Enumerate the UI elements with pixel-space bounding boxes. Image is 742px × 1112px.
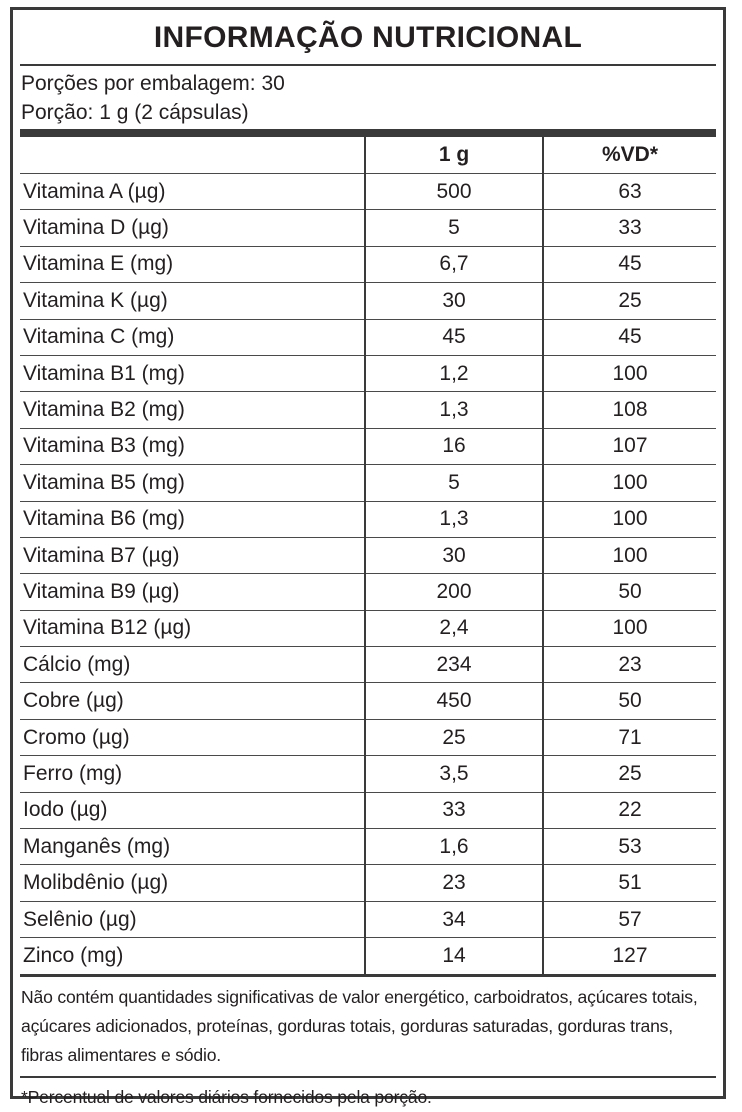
nutrient-daily-value: 100 <box>543 355 716 391</box>
nutrient-amount: 234 <box>365 647 543 683</box>
nutrient-name: Vitamina B12 (µg) <box>20 610 365 646</box>
nutrient-daily-value: 100 <box>543 465 716 501</box>
nutrient-daily-value: 57 <box>543 901 716 937</box>
nutrient-amount: 200 <box>365 574 543 610</box>
nutrient-amount: 6,7 <box>365 246 543 282</box>
nutrient-daily-value: 50 <box>543 683 716 719</box>
table-row <box>20 246 716 282</box>
table-row <box>20 392 716 428</box>
serving-info <box>13 66 723 129</box>
nutrient-amount: 450 <box>365 683 543 719</box>
table-row <box>20 428 716 464</box>
nutrient-amount: 5 <box>365 465 543 501</box>
nutrient-name: Iodo (µg) <box>20 792 365 828</box>
nutrient-name: Vitamina C (mg) <box>20 319 365 355</box>
nutrient-name: Vitamina B7 (µg) <box>20 537 365 573</box>
nutrient-daily-value: 25 <box>543 756 716 792</box>
nutrient-table <box>20 137 716 974</box>
table-row <box>20 901 716 937</box>
table-row <box>20 792 716 828</box>
table-row <box>20 756 716 792</box>
table-row <box>20 537 716 573</box>
nutrient-name: Cromo (µg) <box>20 719 365 755</box>
table-row <box>20 319 716 355</box>
table-row <box>20 574 716 610</box>
nutrient-name: Vitamina E (mg) <box>20 246 365 282</box>
nutrient-daily-value: 45 <box>543 246 716 282</box>
table-row <box>20 829 716 865</box>
panel-title: INFORMAÇÃO NUTRICIONAL <box>153 21 583 54</box>
nutrient-name: Selênio (µg) <box>20 901 365 937</box>
serving-size: Porção: 1 g (2 cápsulas) <box>21 101 249 124</box>
nutrient-amount: 16 <box>365 428 543 464</box>
nutrient-name: Molibdênio (µg) <box>20 865 365 901</box>
nutrient-amount: 25 <box>365 719 543 755</box>
nutrient-amount: 45 <box>365 319 543 355</box>
nutrient-daily-value: 50 <box>543 574 716 610</box>
nutrient-daily-value: 23 <box>543 647 716 683</box>
nutrient-amount: 1,2 <box>365 355 543 391</box>
nutrient-amount: 34 <box>365 901 543 937</box>
nutrient-amount: 14 <box>365 938 543 974</box>
nutrient-name: Vitamina B3 (mg) <box>20 428 365 464</box>
nutrient-daily-value: 127 <box>543 938 716 974</box>
nutrient-name: Vitamina B9 (µg) <box>20 574 365 610</box>
table-header-row <box>20 137 716 174</box>
nutrition-facts-panel <box>10 7 726 1107</box>
nutrient-name: Vitamina K (µg) <box>20 283 365 319</box>
table-row <box>20 719 716 755</box>
nutrient-amount: 500 <box>365 174 543 210</box>
table-row <box>20 355 716 391</box>
header-amount: 1 g <box>365 137 543 174</box>
nutrient-amount: 3,5 <box>365 756 543 792</box>
table-row <box>20 683 716 719</box>
nutrient-amount: 23 <box>365 865 543 901</box>
nutrient-name: Vitamina D (µg) <box>20 210 365 246</box>
header-nutrient <box>20 137 365 174</box>
nutrient-name: Vitamina B5 (mg) <box>20 465 365 501</box>
nutrient-daily-value: 71 <box>543 719 716 755</box>
nutrient-amount: 1,6 <box>365 829 543 865</box>
nutrient-name: Cobre (µg) <box>20 683 365 719</box>
nutrient-amount: 33 <box>365 792 543 828</box>
nutrient-name: Cálcio (mg) <box>20 647 365 683</box>
table-row <box>20 938 716 974</box>
table-row <box>20 210 716 246</box>
table-row <box>20 610 716 646</box>
header-daily-value: %VD* <box>543 137 716 174</box>
serving-divider <box>20 129 716 137</box>
nutrient-amount: 5 <box>365 210 543 246</box>
table-row <box>20 283 716 319</box>
nutrient-name: Vitamina B6 (mg) <box>20 501 365 537</box>
nutrient-daily-value: 100 <box>543 537 716 573</box>
nutrient-daily-value: 45 <box>543 319 716 355</box>
nutrient-amount: 1,3 <box>365 392 543 428</box>
nutrient-amount: 30 <box>365 537 543 573</box>
daily-value-footnote: *Percentual de valores diários fornecidos pela porção. <box>21 1086 432 1107</box>
nutrient-amount: 30 <box>365 283 543 319</box>
not-significant-note: Não contém quantidades significativas de valor energético, carboidratos, açúcares totais, açúcares adicionados, proteínas, gorduras totais, gorduras saturadas, gorduras trans, fibras alimentares e sódio. <box>21 986 698 1065</box>
table-row <box>20 465 716 501</box>
nutrient-daily-value: 108 <box>543 392 716 428</box>
nutrient-name: Zinco (mg) <box>23 943 124 967</box>
nutrient-daily-value: 107 <box>543 428 716 464</box>
nutrient-name: Ferro (mg) <box>20 756 365 792</box>
nutrient-daily-value: 100 <box>543 610 716 646</box>
nutrient-amount: 1,3 <box>365 501 543 537</box>
nutrient-daily-value: 51 <box>543 865 716 901</box>
table-row <box>20 647 716 683</box>
table-row <box>20 501 716 537</box>
servings-per-package: Porções por embalagem: 30 <box>21 72 285 95</box>
nutrient-daily-value: 100 <box>543 501 716 537</box>
table-row <box>20 174 716 210</box>
nutrient-name: Vitamina B2 (mg) <box>20 392 365 428</box>
nutrient-daily-value: 33 <box>543 210 716 246</box>
nutrient-daily-value: 63 <box>543 174 716 210</box>
nutrient-amount: 2,4 <box>365 610 543 646</box>
nutrient-name: Manganês (mg) <box>20 829 365 865</box>
table-row <box>20 865 716 901</box>
nutrient-daily-value: 53 <box>543 829 716 865</box>
nutrient-name: Vitamina A (µg) <box>20 174 365 210</box>
nutrient-name: Vitamina B1 (mg) <box>20 355 365 391</box>
nutrient-daily-value: 25 <box>543 283 716 319</box>
nutrient-rows <box>20 174 716 974</box>
nutrient-daily-value: 22 <box>543 792 716 828</box>
